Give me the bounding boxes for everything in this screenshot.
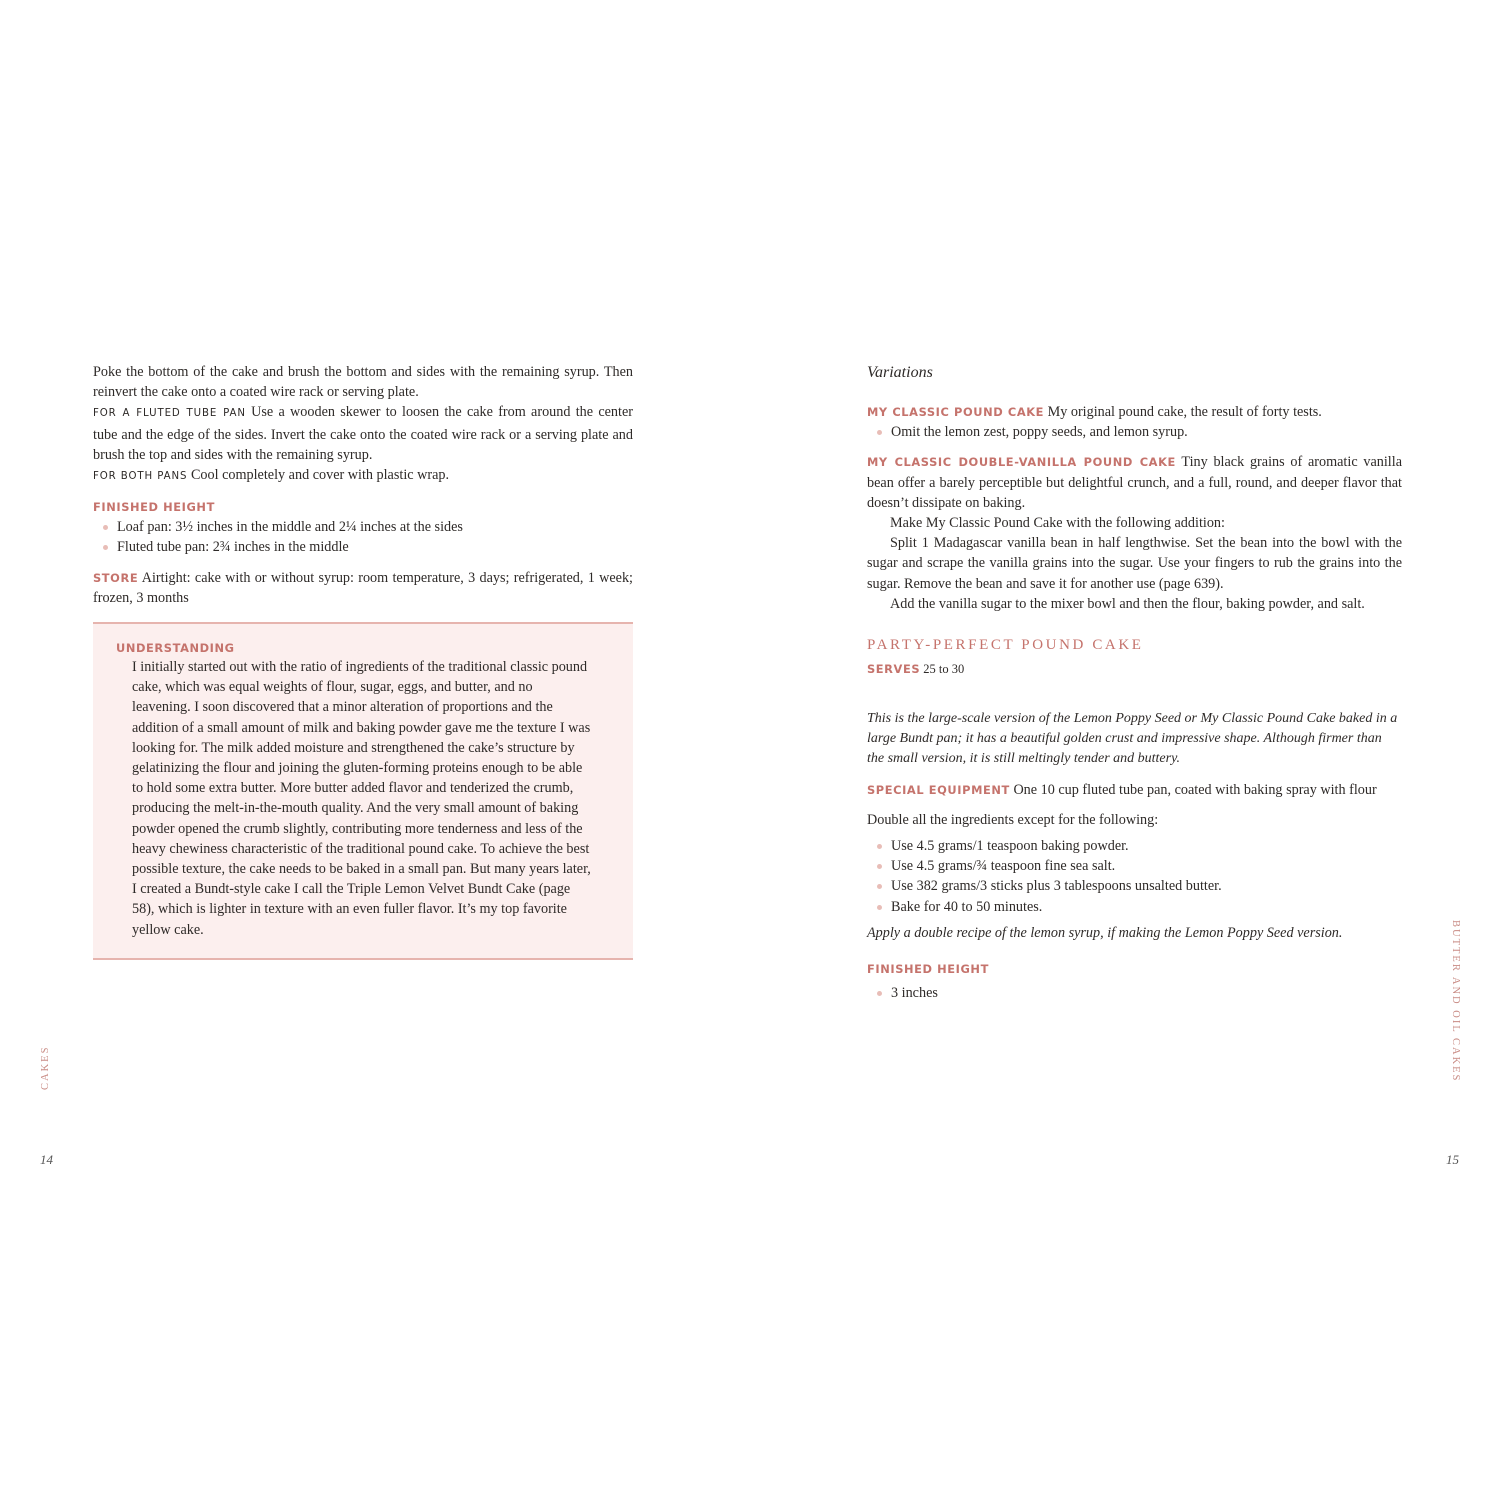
left-column xyxy=(93,362,633,960)
recipe-title: PARTY-PERFECT POUND CAKE xyxy=(867,637,1144,654)
finished-height-list xyxy=(93,517,633,557)
special-equipment-label: SPECIAL EQUIPMENT xyxy=(867,782,1010,797)
fluted-tube-pan-paragraph xyxy=(93,402,633,465)
understanding-heading: UNDERSTANDING xyxy=(116,641,235,656)
serves-label: SERVES xyxy=(867,662,921,677)
list-item: Fluted tube pan: 2¾ inches in the middle xyxy=(101,537,633,557)
double-ingredients-note: Double all the ingredients except for the following: xyxy=(867,811,1159,828)
finished-height-heading-right: FINISHED HEIGHT xyxy=(867,962,989,977)
special-equipment-paragraph xyxy=(867,780,1402,800)
double-vanilla-step-2: Split 1 Madagascar vanilla bean in half lengthwise. Set the bean into the bowl with the sugar and scrape the vanilla grains into the sugar. Use your fingers to rub the grains into the sugar. Remove the bean and save it for another use (page 639). xyxy=(867,535,1402,592)
store-paragraph xyxy=(93,568,633,608)
store-text: Airtight: cake with or without syrup: room temperature, 3 days; refrigerated, 1 week; frozen, 3 months xyxy=(93,569,633,606)
serves-value: 25 to 30 xyxy=(920,662,965,677)
syrup-note: Apply a double recipe of the lemon syrup, if making the Lemon Poppy Seed version. xyxy=(867,924,1343,941)
list-item: Use 4.5 grams/¾ teaspoon fine sea salt. xyxy=(875,856,1402,876)
list-item: Use 4.5 grams/1 teaspoon baking powder. xyxy=(875,836,1402,856)
both-pans-text: Cool completely and cover with plastic wrap. xyxy=(187,467,450,484)
page-number-right: 15 xyxy=(1446,1152,1459,1167)
understanding-text: I initially started out with the ratio of ingredients of the traditional classic pound cake, which was equal weights of flour, sugar, eggs, and butter, and no leavening. I soon discovered that a minor alteration of proportions and the addition of a small amount of milk and baking powder gave me the texture I was looking for. The milk added moisture and strengthened the cake’s structure by gelatinizing the flour and joining the gluten-forming proteins enough to be able to hold some extra butter. More butter added flavor and tenderized the crumb, producing the melt-in-the-mouth quality. And the very small amount of baking powder opened the crumb slightly, contributing more tenderness and less of the heavy chewiness characteristic of the traditional pound cake. To achieve the best possible texture, the cake needs to be baked in a small pan. But many years later, I created a Bundt-style cake I call the Triple Lemon Velvet Bundt Cake (page 58), which is lighter in texture with an even fuller flavor. It’s my top favorite yellow cake. xyxy=(132,659,591,938)
understanding-box xyxy=(93,622,633,960)
double-vanilla-label: MY CLASSIC DOUBLE-VANILLA POUND CAKE xyxy=(867,455,1176,470)
classic-pound-cake-list xyxy=(867,422,1402,442)
double-vanilla-step-1: Make My Classic Pound Cake with the following addition: xyxy=(890,515,1225,532)
both-pans-label: FOR BOTH PANS xyxy=(93,471,188,483)
double-vanilla-paragraph xyxy=(867,452,1402,513)
double-vanilla-step-3: Add the vanilla sugar to the mixer bowl and then the flour, baking powder, and salt. xyxy=(890,595,1365,612)
fluted-tube-pan-label: FOR A FLUTED TUBE PAN xyxy=(93,408,246,420)
list-item: 3 inches xyxy=(875,983,1402,1003)
list-item: Bake for 40 to 50 minutes. xyxy=(875,897,1402,917)
list-item: Omit the lemon zest, poppy seeds, and lemon syrup. xyxy=(875,422,1402,442)
fluted-tube-pan-text: Use a wooden skewer to loosen the cake from around the center tube and the edge of the sides. Invert the cake onto the coated wire rack or a serving plate and brush the top and sides with the remaining syrup. xyxy=(93,404,633,463)
finished-height-list-right xyxy=(867,983,1402,1003)
intro-paragraph: Poke the bottom of the cake and brush the bottom and sides with the remaining syrup. Then reinvert the cake onto a coated wire rack or serving plate. xyxy=(93,364,633,401)
variations-heading: Variations xyxy=(867,364,933,381)
right-column xyxy=(867,362,1402,1003)
classic-pound-cake-paragraph xyxy=(867,402,1402,422)
side-label-butter-oil-cakes: BUTTER AND OIL CAKES xyxy=(1450,920,1461,1083)
page-number-left: 14 xyxy=(40,1152,53,1167)
side-label-cakes: CAKES xyxy=(40,1045,51,1090)
special-equipment-text: One 10 cup fluted tube pan, coated with baking spray with flour xyxy=(1009,781,1377,798)
double-vanilla-text: Tiny black grains of aromatic vanilla bean offer a barely perceptible but delightful crunch, and a full, round, and deeper flavor that doesn’t dissipate on baking. xyxy=(867,454,1402,511)
right-page xyxy=(750,0,1500,1500)
list-item: Loaf pan: 3½ inches in the middle and 2¼ inches at the sides xyxy=(101,517,633,537)
party-adjustments-list xyxy=(867,836,1402,917)
finished-height-heading: FINISHED HEIGHT xyxy=(93,500,215,515)
recipe-intro: This is the large-scale version of the Lemon Poppy Seed or My Classic Pound Cake baked in a large Bundt pan; it has a beautiful golden crust and impressive shape. Although firmer than the small version, it is still meltingly tender and buttery. xyxy=(867,711,1398,767)
list-item: Use 382 grams/3 sticks plus 3 tablespoons unsalted butter. xyxy=(875,876,1402,896)
store-label: STORE xyxy=(93,570,139,585)
serves-line xyxy=(867,662,1402,677)
classic-pound-cake-text: My original pound cake, the result of forty tests. xyxy=(1044,404,1322,420)
both-pans-paragraph xyxy=(93,465,633,487)
classic-pound-cake-label: MY CLASSIC POUND CAKE xyxy=(867,405,1045,419)
